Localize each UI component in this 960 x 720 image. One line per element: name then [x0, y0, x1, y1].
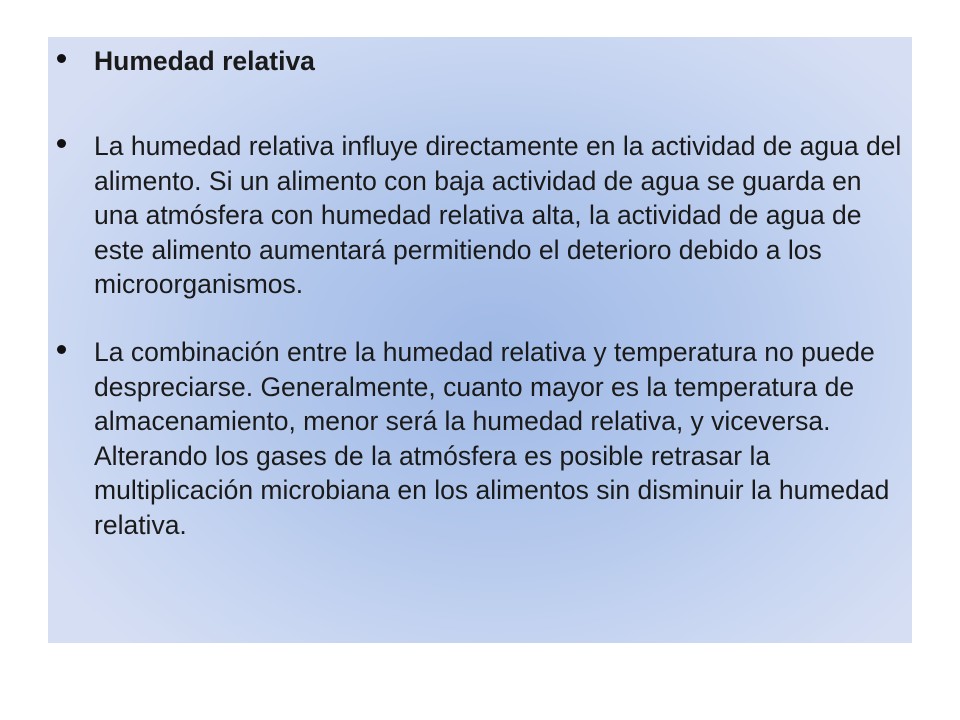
content-box — [48, 37, 912, 643]
bullet-paragraph-text: La combinación entre la humedad relativa y temperatura no puede despreciarse. Generalmente, cuanto mayor es la temperatura de almacenamiento, menor será la humedad relativa, y viceversa. Alterando los gases de la atmósfera es posible retrasar la multiplicación microbiana en los alimentos sin disminuir la humedad relativa. — [94, 337, 890, 540]
bullet-dot-icon — [57, 54, 66, 63]
bullet-paragraph-text: La humedad relativa influye directamente en la actividad de agua del alimento. Si un alimento con baja actividad de agua se guarda en una atmósfera con humedad relativa alta, la actividad de agua de este alimento aumentará permitiendo el deterioro debido a los microorganismos. — [94, 131, 902, 299]
bullet-title-text: Humedad relativa — [94, 46, 315, 76]
bullet-dot-icon — [57, 139, 66, 148]
bullet-dot-icon — [57, 345, 66, 354]
